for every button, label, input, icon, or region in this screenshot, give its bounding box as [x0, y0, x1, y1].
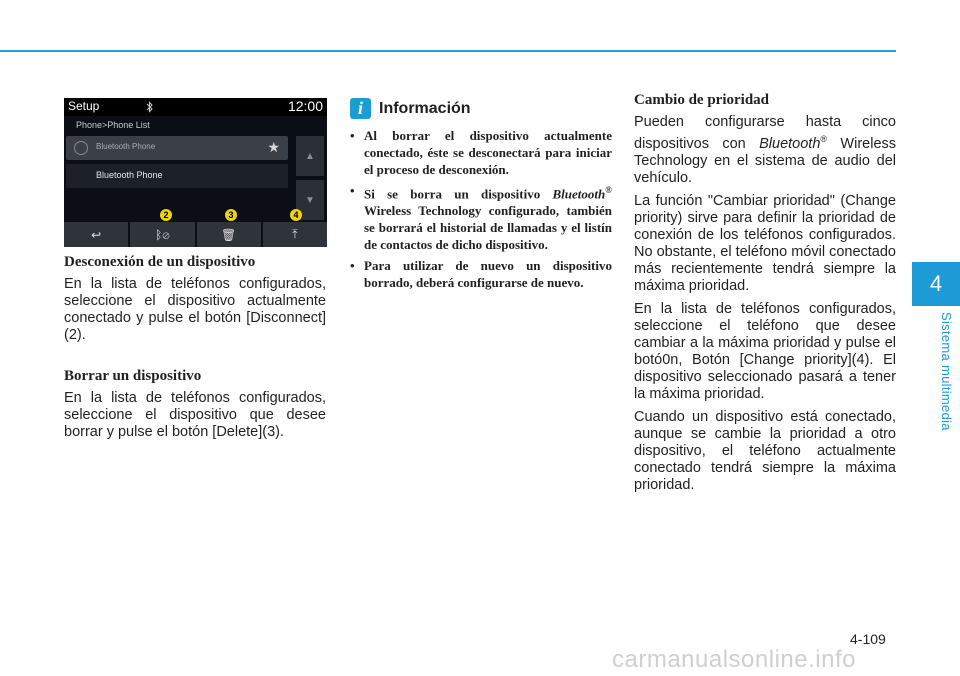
phone-list-item	[66, 136, 288, 160]
watermark: carmanualsonline.info	[612, 646, 856, 673]
chapter-number: 4	[929, 271, 943, 296]
body-paragraph: En la lista de teléfonos configurados, seleccione el dispositivo que desee borrar y pulse el botón [Delete](3).	[64, 390, 326, 440]
bluetooth-icon	[146, 101, 154, 113]
screen-clock: 12:00	[287, 98, 323, 114]
info-list	[350, 127, 612, 291]
trash-icon: 🗑	[197, 222, 261, 247]
setup-screen-image	[64, 98, 327, 247]
info-title: Información	[379, 99, 471, 117]
screen-breadcrumb: Phone>Phone List	[76, 120, 150, 130]
scroll-up-icon: ▲	[296, 136, 324, 176]
bluetooth-disconnect-icon: ᛒ⊘	[130, 222, 194, 247]
top-rule	[0, 50, 896, 52]
body-paragraph: Cuando un dispositivo está conectado, aunque se cambie la prioridad a otro dispositivo, el teléfono actualmente conectado tendrá siempre la máxima prioridad.	[634, 408, 896, 493]
section-heading: Cambio de prioridad	[634, 92, 770, 108]
paragraph-text: Pueden configurarse hasta cinco dispositivos con	[634, 114, 896, 152]
brand-name: Bluetooth	[552, 186, 606, 202]
brand-name: Bluetooth	[759, 135, 821, 152]
list-item-text: Wireless Technology configurado, también se borrará el historial de llamadas y el listín de contactos de dicho dispositivo.	[364, 203, 612, 253]
star-icon: ★	[267, 139, 280, 155]
body-paragraph: En la lista de teléfonos configurados, seleccione el teléfono que desee cambiar a la máxima prioridad y pulse el botó0n, Botón [Change priority](4). El dispositivo seleccionado pasará a tener la máxima prioridad.	[634, 300, 896, 402]
info-header	[350, 98, 612, 119]
phone-list-item-label: Bluetooth Phone	[96, 142, 156, 151]
priority-up-icon: ⤒	[263, 222, 327, 247]
section-heading: Borrar un dispositivo	[64, 368, 202, 384]
back-icon: ↩	[64, 222, 128, 247]
section-heading: Desconexión de un dispositivo	[64, 254, 256, 270]
chapter-tab	[912, 262, 960, 306]
phone-list-item	[66, 164, 288, 188]
body-paragraph: En la lista de teléfonos configurados, seleccione el dispositivo actualmente conectado y pulse el botón [Disconnect](2).	[64, 276, 326, 343]
paragraph-text: Wireless Technology en el sistema de audio del vehículo.	[634, 135, 897, 186]
phone-icon	[74, 141, 88, 155]
column-right	[634, 92, 896, 500]
callout-badge: 2	[160, 209, 172, 221]
column-left	[64, 254, 326, 447]
column-middle	[350, 98, 612, 295]
info-icon: i	[350, 98, 371, 119]
screen-button-bar	[64, 222, 327, 247]
list-item: • Para utilizar de nuevo un dispositivo borrado, deberá configurarse de nuevo.	[350, 257, 612, 291]
list-item-text: Si se borra un dispositivo	[364, 186, 541, 202]
list-item	[350, 182, 612, 253]
chapter-label: Sistema multimedia	[939, 312, 954, 431]
screen-status-bar	[64, 98, 327, 116]
list-item: • Al borrar el dispositivo actualmente conectado, éste se desconectará para iniciar el proceso de desconexión.	[350, 127, 612, 178]
page-number: 4-109	[850, 631, 886, 647]
body-paragraph: La función "Cambiar prioridad" (Change priority) sirve para definir la prioridad de conexión de los teléfonos configurados. No obstante, el teléfono móvil conectado más recientemente tendrá siempre la máxima prioridad.	[634, 192, 896, 294]
registered-mark: ®	[820, 134, 828, 144]
body-paragraph	[634, 114, 896, 187]
registered-mark: ®	[605, 185, 612, 195]
scroll-down-icon: ▼	[296, 180, 324, 220]
phone-list-item-label: Bluetooth Phone	[96, 170, 163, 180]
screen-title: Setup	[68, 99, 100, 113]
callout-badge: 4	[290, 209, 302, 221]
callout-badge: 3	[225, 209, 237, 221]
